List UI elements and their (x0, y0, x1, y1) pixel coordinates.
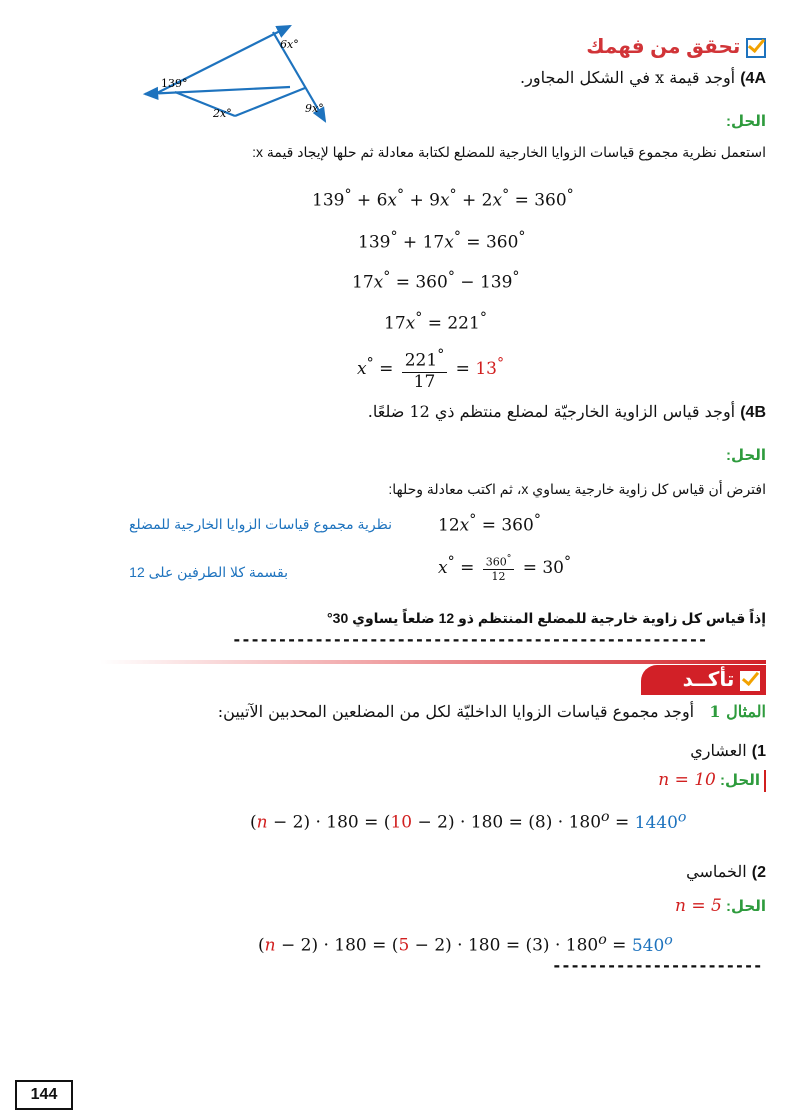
example-label: المثال 1 (709, 702, 766, 721)
equation-item-1: $(n - 2) \cdot 180 = (10 - 2) \cdot 180 = (8) \cdot 180^o = 1440^o$ (250, 809, 687, 833)
equation-4b-2: x° = $\frac{360^\circ}{12}$ = 30° (438, 553, 572, 584)
question-4b-label: 4B) (740, 404, 766, 421)
equation-4a-4: 17x° = 221° (384, 310, 487, 334)
confirm-header-bar (100, 660, 766, 664)
confirm-title: تأكــد (682, 669, 735, 691)
equation-4b-1: 12x° = 360° (438, 512, 541, 536)
confirm-header-tab (641, 665, 766, 695)
note-4b-2: بقسمة كلا الطرفين على 12 (129, 564, 288, 580)
question-4a-label: 4A) (740, 70, 766, 87)
checkbox-icon (746, 38, 766, 58)
question-4b (368, 402, 766, 422)
text-cursor (764, 770, 766, 792)
page-number: 144 (30, 1086, 58, 1103)
instruction-4a: استعمل نظرية مجموع قياسات الزوايا الخارجية للمضلع لكتابة معادلة ثم حلها لإيجاد قيمة x: (252, 144, 766, 160)
equation-4a-2: 139° + 17x° = 360° (358, 229, 526, 253)
example-text: أوجد مجموع قياسات الزوايا الداخليّة لكل من المضلعين المحدبين الآتيين: (217, 702, 695, 721)
equation-item-2: $(n - 2) \cdot 180 = (5 - 2) \cdot 180 = (3) \cdot 180^o = 540^o$ (258, 932, 673, 956)
item-2-solution (675, 896, 766, 916)
note-4b-1: نظرية مجموع قياسات الزوايا الخارجية للمضلع (128, 516, 392, 532)
item-1-n-value: n = 10 (658, 770, 716, 790)
check-understanding-title: تحقق من فهمك (586, 36, 741, 58)
item-1-solution (658, 770, 760, 790)
solution-label-4a: الحل: (726, 113, 766, 130)
item-2-solution-label: الحل: (726, 898, 766, 915)
triangle-figure (135, 24, 335, 124)
item-1-name: العشاري (690, 741, 747, 760)
item-2-n-value: n = 5 (675, 896, 722, 916)
item-1-number: 1) (751, 743, 766, 760)
item-2-name: الخماسي (686, 862, 747, 881)
solution-label-4b: الحل: (726, 447, 766, 464)
item-2-number: 2) (751, 864, 766, 881)
figure-label-6x: 6x° (280, 38, 299, 51)
question-4a (520, 68, 766, 88)
question-4a-text: أوجد قيمة x في الشكل المجاور. (520, 68, 736, 87)
conclusion-4b: إذاً قياس كل زاوية خارجية للمضلع المنتظم ذو 12 ضلعاً يساوي 30° (327, 610, 766, 626)
dashed-divider-2: ----------------------- (552, 956, 763, 975)
figure-label-9x: 9x° (305, 102, 324, 115)
equation-4a-3: 17x° = 360° − 139° (352, 269, 520, 293)
figure-label-2x: 2x° (213, 107, 232, 120)
equation-4a-5: x° = $\frac{221^\circ}{17}$ = 13° (357, 347, 505, 392)
item-1-solution-label: الحل: (720, 772, 760, 789)
page-number-box (15, 1080, 73, 1110)
instruction-4b: افترض أن قياس كل زاوية خارجية يساوي x، ثم اكتب معادلة وحلها: (388, 481, 766, 497)
item-1 (690, 741, 766, 761)
example-heading (218, 702, 766, 721)
question-4b-text: أوجد قياس الزاوية الخارجيّة لمضلع منتظم ذي 12 ضلعًا. (367, 402, 736, 421)
dashed-divider-1: ---------------------------------------------------- (232, 630, 707, 649)
equation-4a-1: 139° + 6x° + 9x° + 2x° = 360° (312, 187, 574, 211)
figure-label-139: 139° (161, 77, 188, 90)
item-2 (686, 862, 766, 882)
check-understanding-header (586, 34, 766, 59)
checkbox-icon (740, 671, 760, 691)
